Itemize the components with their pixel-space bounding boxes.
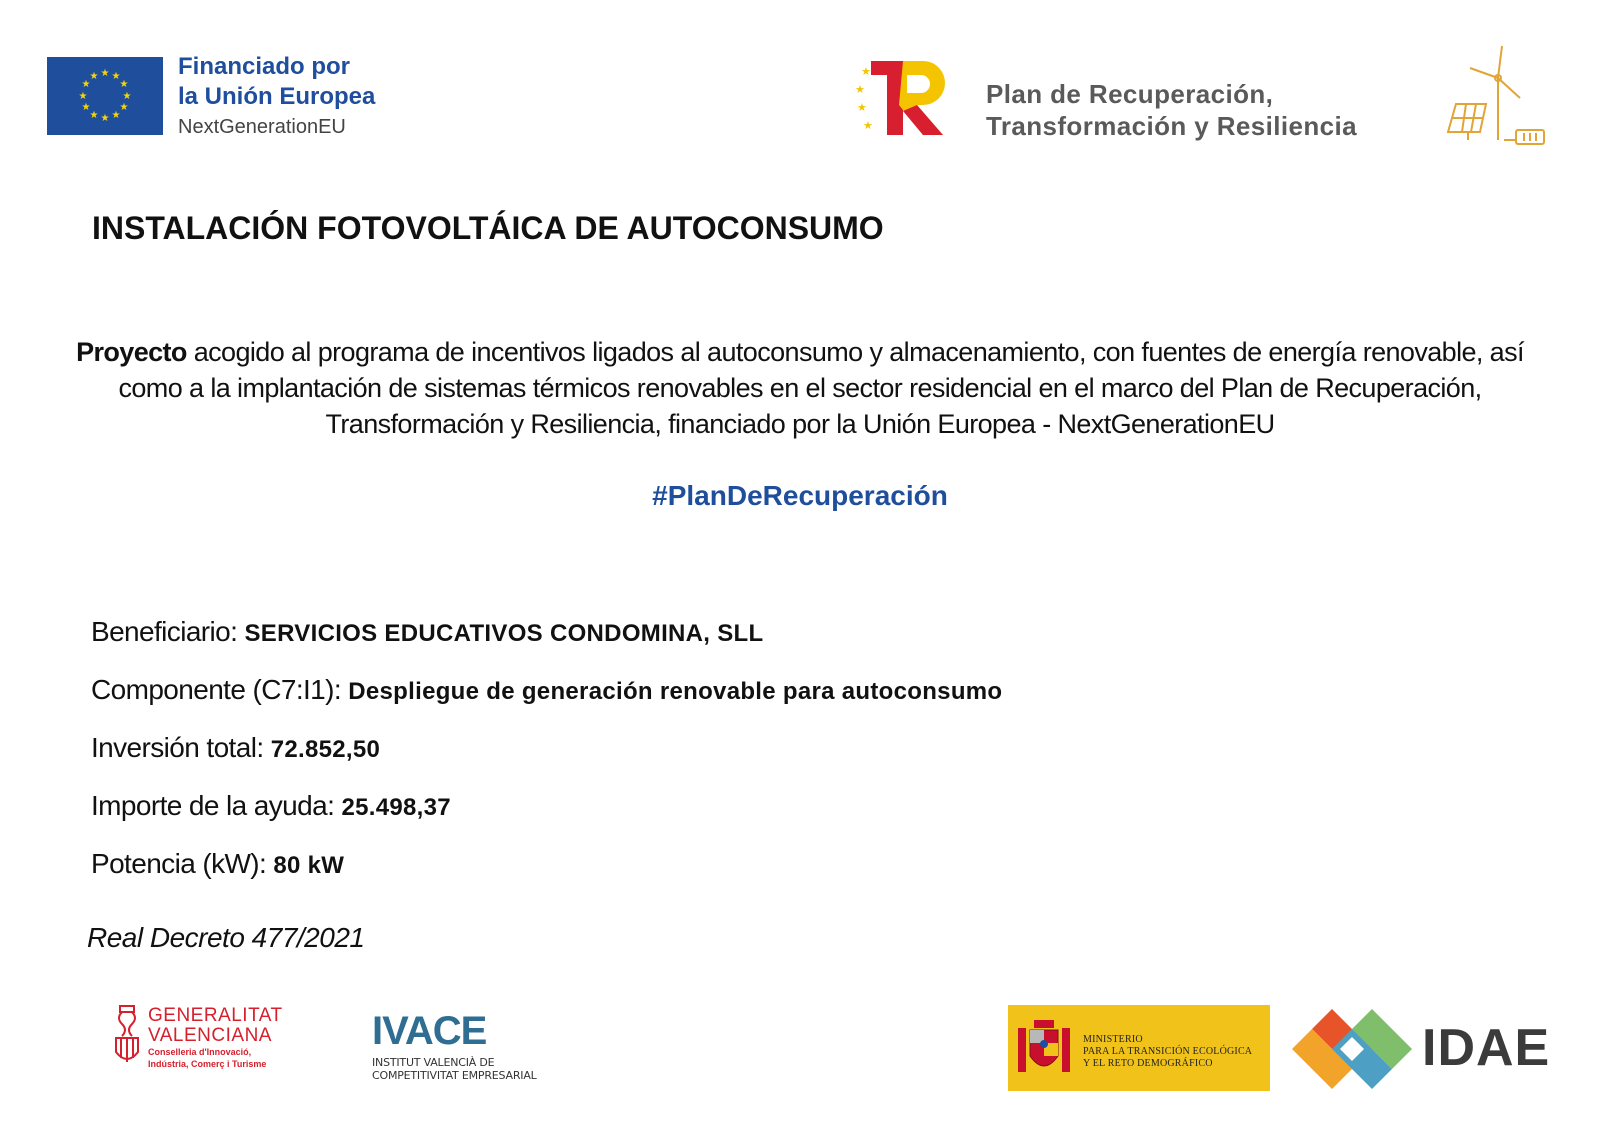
generalitat-emblem-icon — [112, 1002, 142, 1068]
potencia-label: Potencia (kW): — [91, 848, 267, 879]
beneficiario-value: SERVICIOS EDUCATIVOS CONDOMINA, SLL — [244, 620, 764, 647]
svg-text:★: ★ — [855, 83, 865, 96]
svg-text:★: ★ — [863, 119, 873, 132]
hashtag: #PlanDeRecuperación — [652, 480, 948, 511]
eu-funding-text — [178, 52, 375, 142]
inversion-row — [91, 732, 380, 764]
project-description — [60, 334, 1540, 442]
ayuda-value: 25.498,37 — [341, 794, 451, 821]
svg-text:★: ★ — [100, 113, 110, 124]
svg-text:★: ★ — [89, 71, 99, 82]
prtr-text — [986, 78, 1357, 142]
project-word: Proyecto — [76, 337, 187, 367]
page-title: INSTALACIÓN FOTOVOLTÁICA DE AUTOCONSUMO — [92, 210, 884, 246]
gv-line1: GENERALITAT — [148, 1005, 283, 1026]
prtr-line2: Transformación y Resiliencia — [986, 111, 1358, 141]
eu-flag-icon — [47, 57, 163, 135]
svg-text:★: ★ — [119, 102, 129, 113]
svg-text:★: ★ — [100, 68, 110, 79]
svg-text:★: ★ — [89, 110, 99, 121]
ivace-word: IVACE — [372, 1009, 487, 1048]
svg-text:★: ★ — [111, 110, 121, 121]
svg-text:★: ★ — [111, 71, 121, 82]
gv-line3: Conselleria d'Innovació, — [148, 1047, 252, 1057]
svg-text:★: ★ — [78, 91, 88, 102]
project-description-text: acogido al programa de incentivos ligados al autoconsumo y almacenamiento, con fuentes de energía renovable, así como a la implantación de sistemas térmicos renovables en el sector residencial en el marco del Plan de Recuperación, Transformación y Resiliencia, financiado por la Unión Europea - NextGenerationEU — [118, 337, 1524, 439]
ivace-sub2: COMPETITIVITAT EMPRESARIAL — [372, 1069, 537, 1082]
componente-value: Despliegue de generación renovable para autoconsumo — [348, 678, 1003, 705]
ivace-sub1: INSTITUT VALENCIÀ DE — [372, 1056, 495, 1069]
solar-wind-battery-icon — [1440, 44, 1550, 148]
eu-line3: NextGenerationEU — [178, 116, 346, 138]
decree-reference: Real Decreto 477/2021 — [87, 922, 365, 953]
gv-line4: Indústria, Comerç i Turisme — [148, 1059, 267, 1069]
ministerio-text — [1083, 1034, 1252, 1070]
potencia-row — [91, 848, 344, 880]
gv-line2: VALENCIANA — [148, 1025, 272, 1046]
svg-text:★: ★ — [81, 79, 91, 90]
prtr-line1: Plan de Recuperación, — [986, 79, 1274, 109]
svg-text:★: ★ — [122, 91, 132, 102]
svg-text:★: ★ — [119, 79, 129, 90]
beneficiario-label: Beneficiario: — [91, 616, 238, 647]
ministerio-line3: Y EL RETO DEMOGRÁFICO — [1083, 1058, 1213, 1069]
idae-wordmark: IDAE — [1422, 1019, 1551, 1077]
svg-text:★: ★ — [861, 65, 871, 78]
svg-text:★: ★ — [857, 101, 867, 114]
ayuda-label: Importe de la ayuda: — [91, 790, 335, 821]
prtr-logo-icon — [855, 55, 963, 141]
spain-coat-of-arms-icon — [1016, 1014, 1072, 1080]
ivace-logo — [372, 1006, 514, 1048]
ivace-subtitle — [372, 1056, 537, 1082]
componente-row — [91, 674, 1002, 706]
idae-symbol-icon — [1290, 1007, 1414, 1091]
eu-line1: Financiado por — [178, 53, 351, 80]
ministerio-line1: MINISTERIO — [1083, 1034, 1143, 1045]
inversion-label: Inversión total: — [91, 732, 264, 763]
inversion-value: 72.852,50 — [270, 736, 381, 763]
ayuda-row — [91, 790, 451, 822]
svg-text:★: ★ — [81, 102, 91, 113]
componente-label: Componente (C7:I1): — [91, 674, 342, 705]
generalitat-text — [148, 1006, 283, 1070]
ministerio-line2: PARA LA TRANSICIÓN ECOLÓGICA — [1083, 1046, 1253, 1057]
beneficiario-row — [91, 616, 763, 648]
eu-line2: la Unión Europea — [178, 83, 376, 110]
potencia-value: 80 kW — [273, 852, 345, 879]
